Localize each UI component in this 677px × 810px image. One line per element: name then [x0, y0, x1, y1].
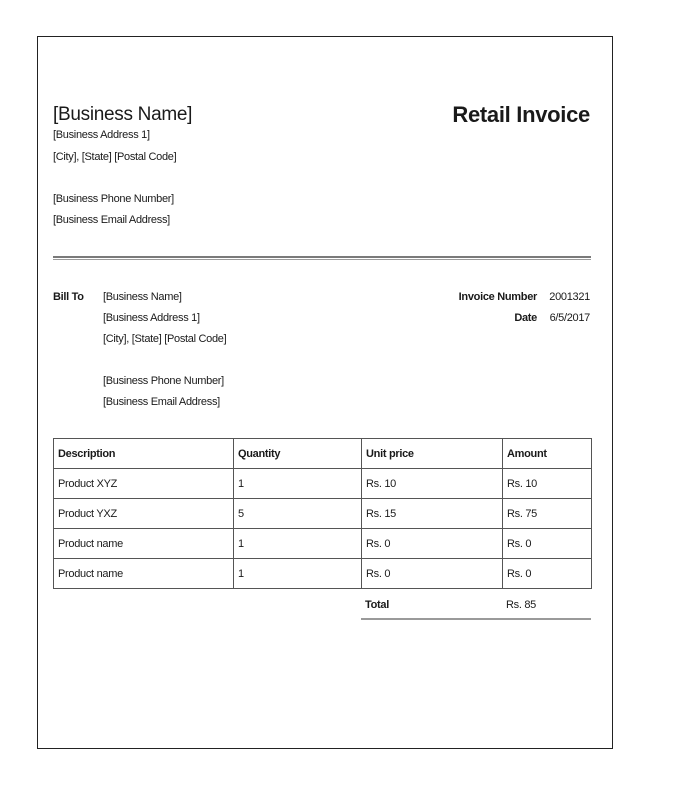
- cell-description: Product YXZ: [54, 499, 234, 529]
- cell-quantity: 5: [234, 499, 362, 529]
- header-amount: Amount: [503, 439, 592, 469]
- cell-description: Product XYZ: [54, 469, 234, 499]
- cell-description: Product name: [54, 529, 234, 559]
- invoice-number-value: 2001321: [549, 291, 590, 303]
- cell-unit-price: Rs. 0: [362, 529, 503, 559]
- date-label: Date: [514, 312, 537, 324]
- table-row: [54, 559, 592, 589]
- table-header-row: [54, 439, 592, 469]
- cell-amount: Rs. 0: [503, 529, 592, 559]
- bill-to-city-state-zip: [City], [State] [Postal Code]: [103, 333, 227, 345]
- cell-amount: Rs. 10: [503, 469, 592, 499]
- header-unit-price: Unit price: [362, 439, 503, 469]
- cell-unit-price: Rs. 0: [362, 559, 503, 589]
- cell-amount: Rs. 75: [503, 499, 592, 529]
- cell-description: Product name: [54, 559, 234, 589]
- header-divider: [53, 256, 591, 260]
- bill-to-phone: [Business Phone Number]: [103, 375, 224, 387]
- bill-to-business-name: [Business Name]: [103, 291, 182, 303]
- date-value: 6/5/2017: [549, 312, 590, 324]
- seller-phone: [Business Phone Number]: [53, 193, 174, 205]
- cell-unit-price: Rs. 15: [362, 499, 503, 529]
- header-quantity: Quantity: [234, 439, 362, 469]
- table-row: [54, 529, 592, 559]
- table-row: [54, 469, 592, 499]
- bill-to-email: [Business Email Address]: [103, 396, 220, 408]
- seller-city-state-zip: [City], [State] [Postal Code]: [53, 151, 177, 163]
- header-description: Description: [54, 439, 234, 469]
- total-row: [361, 590, 591, 620]
- bill-to-label: Bill To: [53, 291, 84, 303]
- cell-unit-price: Rs. 10: [362, 469, 503, 499]
- total-value: Rs. 85: [506, 599, 536, 611]
- seller-business-name: [Business Name]: [53, 104, 193, 125]
- cell-quantity: 1: [234, 559, 362, 589]
- invoice-title: Retail Invoice: [452, 102, 590, 127]
- invoice-number-label: Invoice Number: [458, 291, 537, 303]
- line-items-table: [53, 438, 592, 589]
- cell-quantity: 1: [234, 529, 362, 559]
- cell-amount: Rs. 0: [503, 559, 592, 589]
- seller-email: [Business Email Address]: [53, 214, 170, 226]
- seller-address-line-1: [Business Address 1]: [53, 129, 150, 141]
- table-row: [54, 499, 592, 529]
- cell-quantity: 1: [234, 469, 362, 499]
- bill-to-address-line-1: [Business Address 1]: [103, 312, 200, 324]
- total-label: Total: [365, 599, 389, 611]
- invoice-page: [37, 36, 613, 749]
